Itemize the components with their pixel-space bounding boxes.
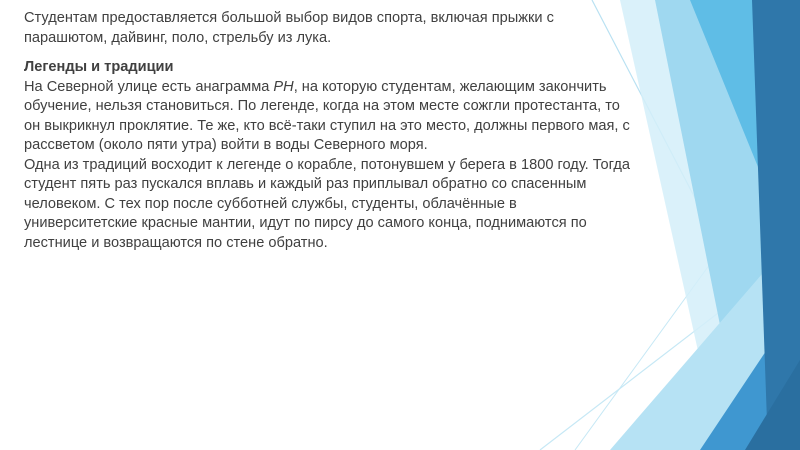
section-heading: Легенды и традиции xyxy=(24,59,174,75)
paragraph-legend xyxy=(24,78,634,156)
paragraph-legend-ph: PH xyxy=(273,78,294,95)
paragraph-tradition: Одна из традиций восходит к легенде о корабле, потонувшем у берега в 1800 году. Тогда студент пять раз пускался вплавь и каждый раз приплывал обратно со спасенным человеком. С тех пор после субботней службы, студенты, облачённые в университетские красные мантии, идут по пирсу до самого конца, поднимаются по лестнице и возвращаются по стене обратно. xyxy=(24,156,630,251)
paragraph-legend-post: , на которую студентам, желающим закончить обучение, нельзя становиться. По легенде, когда на этом месте сожгли протестанта, то он выкрикнул проклятие. Те же, кто всё-таки ступил на это место, должны первого мая, с рассветом (около пяти утра) войти в воды Северного моря. xyxy=(24,78,630,153)
text-body xyxy=(24,9,634,253)
paragraph-legend-pre: На Северной улице есть анаграмма xyxy=(24,78,274,95)
intro-text: Студентам предоставляется большой выбор видов спорта, включая прыжки с парашютом, дайвинг, поло, стрельбу из лука. xyxy=(24,10,554,46)
